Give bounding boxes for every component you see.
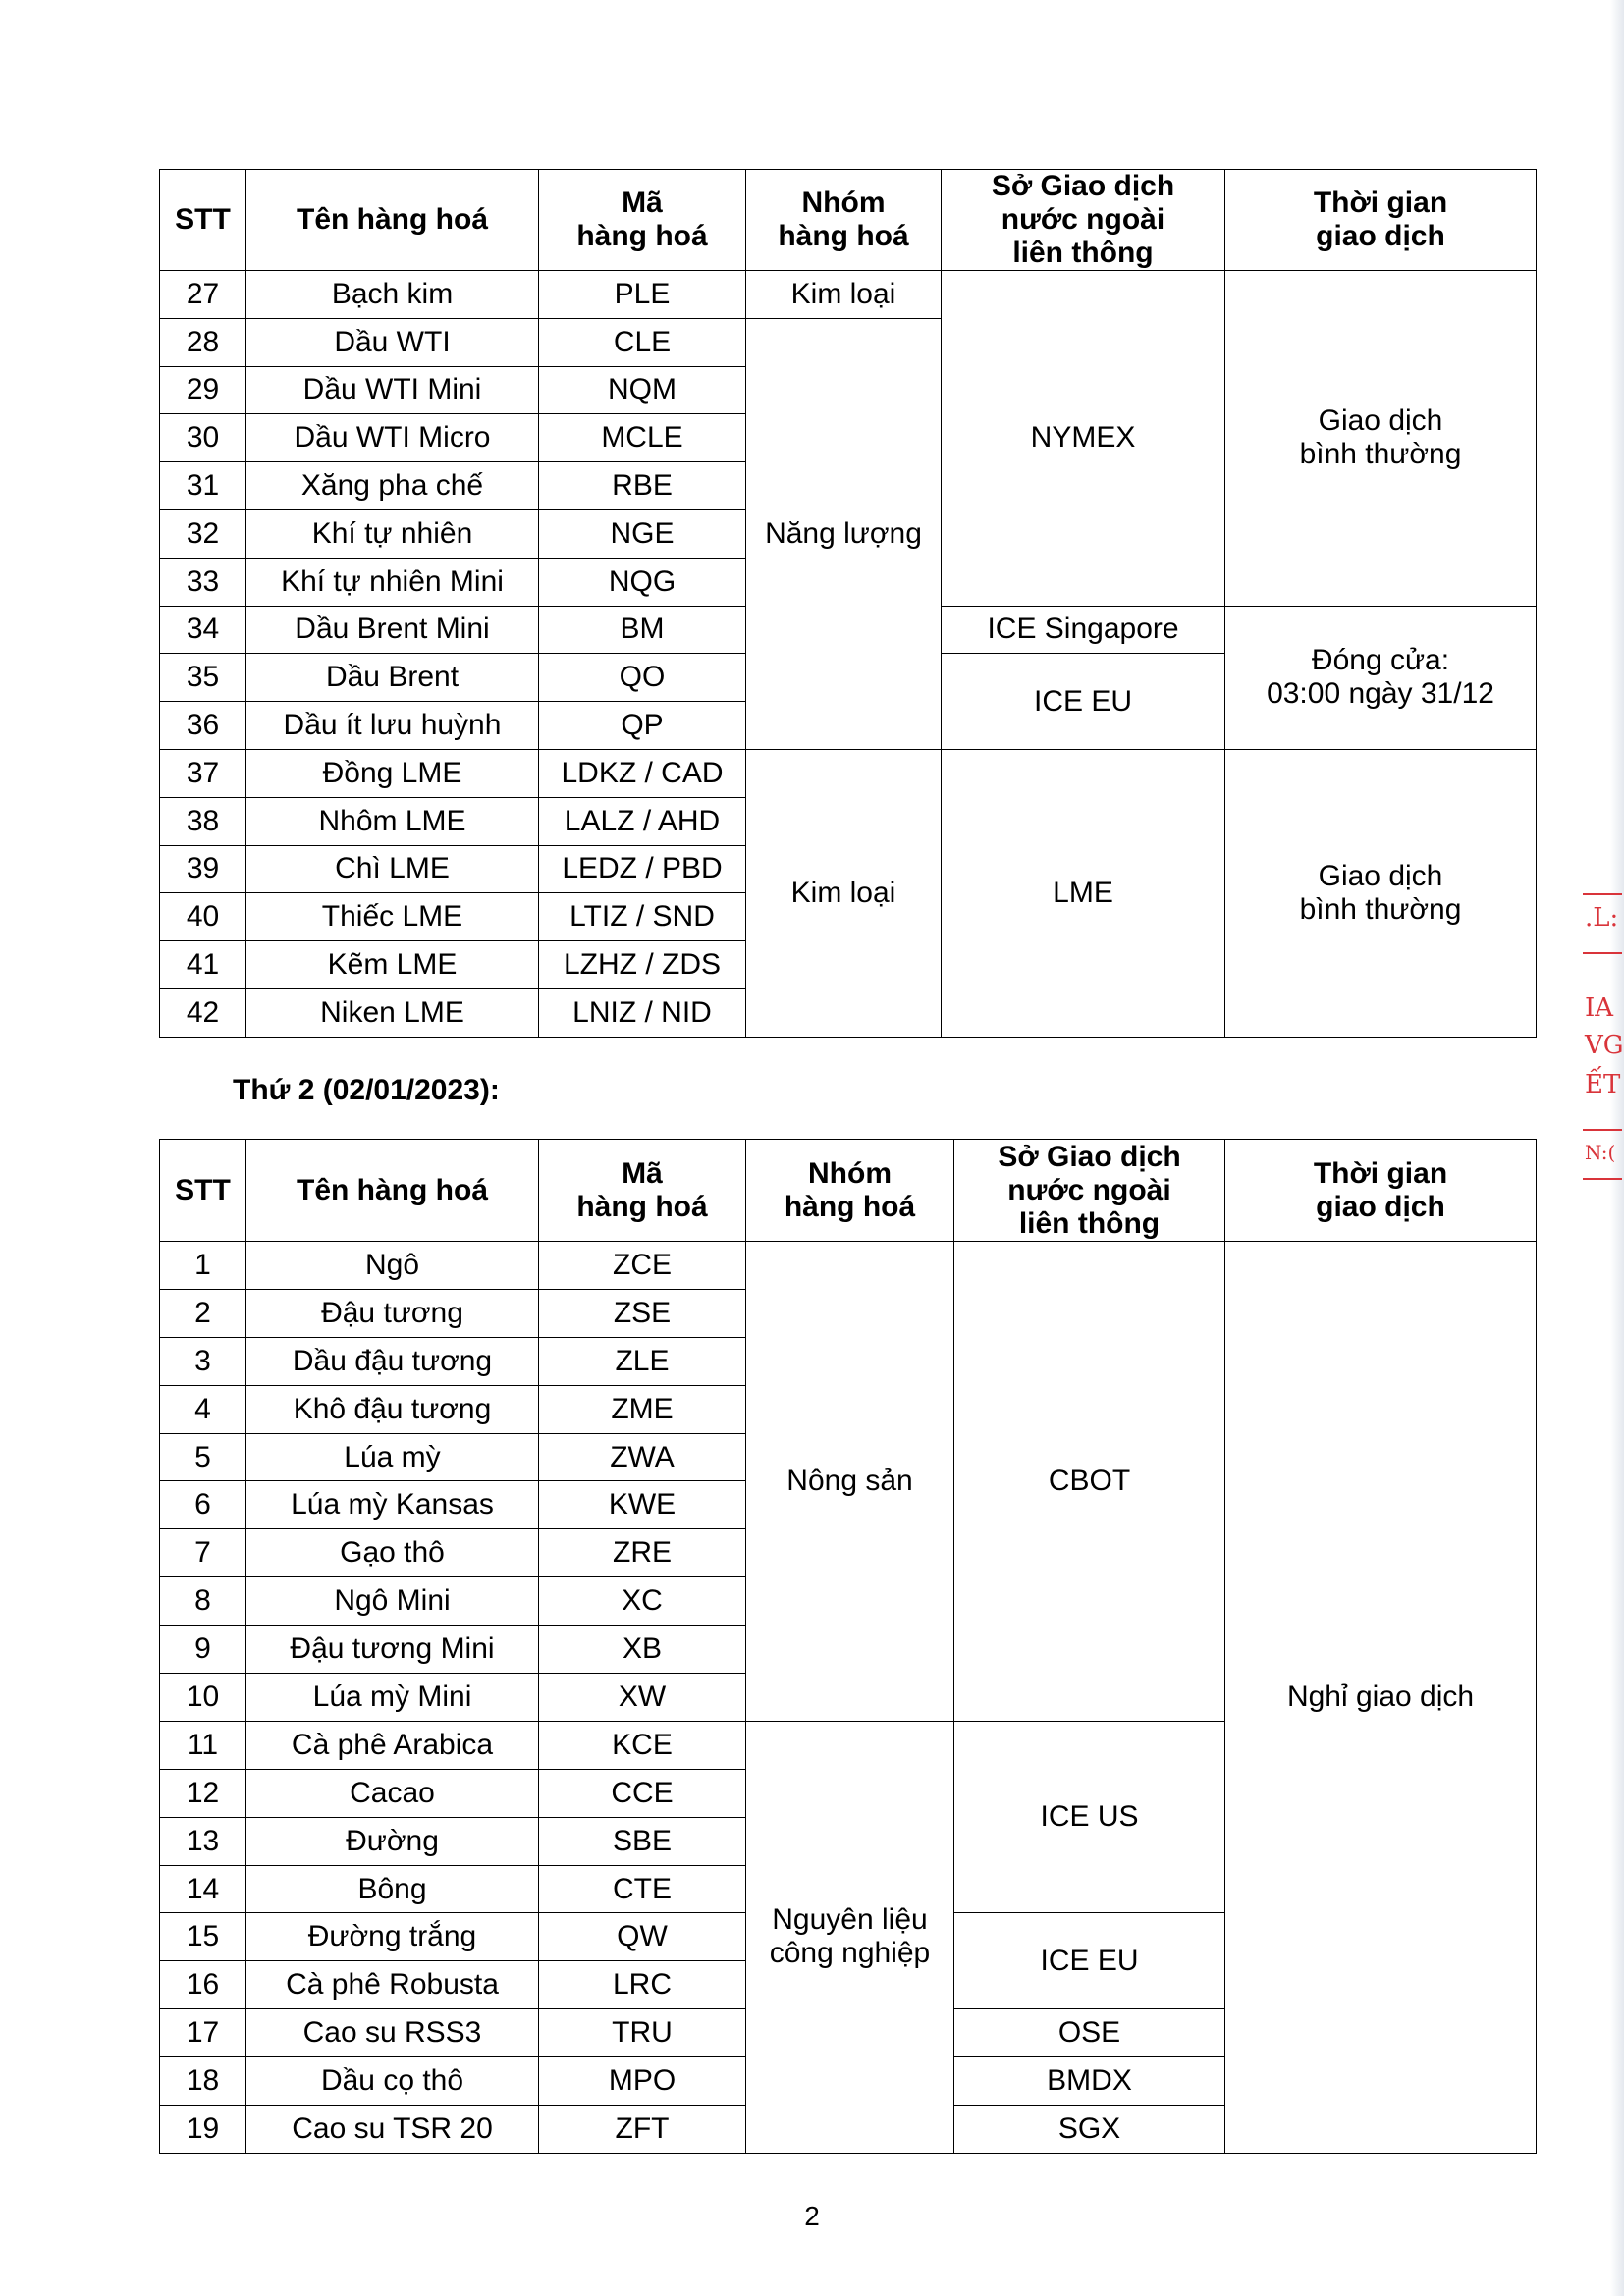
cell-code: SBE — [539, 1817, 746, 1865]
cell-code: XW — [539, 1674, 746, 1722]
cell-group: Kim loại — [746, 749, 942, 1037]
cell-name: Dầu đậu tương — [246, 1337, 539, 1385]
cell-stt: 1 — [160, 1242, 246, 1290]
stamp-text: VG — [1585, 1031, 1624, 1060]
header-exchange-text: Sở Giao dịch nước ngoài liên thông — [991, 170, 1175, 269]
cell-name: Thiếc LME — [246, 893, 539, 941]
table-header-row — [160, 170, 1537, 271]
cell-name: Niken LME — [246, 988, 539, 1037]
cell-name: Dầu Brent — [246, 654, 539, 702]
cell-code: QW — [539, 1913, 746, 1961]
cell-code: XB — [539, 1626, 746, 1674]
cell-name: Đường — [246, 1817, 539, 1865]
page-number: 2 — [804, 2201, 820, 2231]
header-time-text: Thời gian giao dịch — [1313, 1156, 1448, 1223]
cell-time — [1225, 749, 1537, 1037]
cell-name: Cao su TSR 20 — [246, 2106, 539, 2154]
cell-name: Dầu WTI — [246, 318, 539, 366]
header-exchange-text: Sở Giao dịch nước ngoài liên thông — [998, 1140, 1181, 1240]
cell-stt: 8 — [160, 1577, 246, 1626]
cell-stt: 34 — [160, 606, 246, 654]
header-time-text: Thời gian giao dịch — [1313, 187, 1448, 252]
header-time — [1225, 1140, 1537, 1242]
cell-name: Đường trắng — [246, 1913, 539, 1961]
cell-code: QO — [539, 654, 746, 702]
stamp-text: ẾT — [1585, 1070, 1621, 1099]
header-stt: STT — [160, 1140, 246, 1242]
cell-stt: 31 — [160, 462, 246, 510]
cell-stt: 37 — [160, 749, 246, 797]
cell-name: Đậu tương — [246, 1289, 539, 1337]
cell-stt: 16 — [160, 1961, 246, 2009]
cell-stt: 30 — [160, 414, 246, 462]
cell-name: Bạch kim — [246, 271, 539, 319]
cell-time: Nghỉ giao dịch — [1225, 1242, 1537, 2154]
header-code — [539, 1140, 746, 1242]
cell-name: Dầu WTI Micro — [246, 414, 539, 462]
cell-stt: 17 — [160, 2009, 246, 2057]
cell-exchange: ICE EU — [942, 654, 1225, 750]
cell-stt: 36 — [160, 702, 246, 750]
cell-group: Kim loại — [746, 271, 942, 319]
cell-name: Kẽm LME — [246, 941, 539, 989]
cell-stt: 32 — [160, 509, 246, 558]
cell-stt: 2 — [160, 1289, 246, 1337]
cell-stt: 11 — [160, 1721, 246, 1769]
stamp-text: IA — [1585, 993, 1614, 1023]
cell-stt: 14 — [160, 1865, 246, 1913]
cell-stt: 9 — [160, 1626, 246, 1674]
cell-stt: 40 — [160, 893, 246, 941]
cell-exchange: OSE — [954, 2009, 1225, 2057]
cell-name: Dầu WTI Mini — [246, 366, 539, 414]
stamp-line — [1583, 1178, 1622, 1180]
cell-stt: 41 — [160, 941, 246, 989]
cell-code: KWE — [539, 1481, 746, 1529]
red-stamp-fragment — [1581, 883, 1624, 1207]
cell-code: ZSE — [539, 1289, 746, 1337]
cell-code: TRU — [539, 2009, 746, 2057]
cell-code: ZCE — [539, 1242, 746, 1290]
cell-stt: 35 — [160, 654, 246, 702]
header-group — [746, 1140, 954, 1242]
table-row — [160, 1242, 1537, 1290]
cell-code: PLE — [539, 271, 746, 319]
cell-code: NQM — [539, 366, 746, 414]
cell-exchange: SGX — [954, 2106, 1225, 2154]
cell-group: Năng lượng — [746, 318, 942, 749]
cell-group — [746, 1721, 954, 2153]
cell-code: NQG — [539, 558, 746, 606]
cell-name: Dầu Brent Mini — [246, 606, 539, 654]
cell-name: Bông — [246, 1865, 539, 1913]
cell-code: ZRE — [539, 1529, 746, 1577]
cell-code: LZHZ / ZDS — [539, 941, 746, 989]
cell-stt: 10 — [160, 1674, 246, 1722]
cell-exchange: LME — [942, 749, 1225, 1037]
cell-code: LNIZ / NID — [539, 988, 746, 1037]
cell-name: Lúa mỳ Mini — [246, 1674, 539, 1722]
cell-exchange: ICE US — [954, 1721, 1225, 1913]
cell-stt: 19 — [160, 2106, 246, 2154]
table-row — [160, 749, 1537, 797]
cell-time-text: Giao dịch bình thường — [1299, 404, 1462, 471]
cell-stt: 18 — [160, 2057, 246, 2106]
cell-code: NGE — [539, 509, 746, 558]
stamp-text: .L: — [1585, 903, 1619, 933]
stamp-line — [1583, 952, 1622, 954]
cell-group-text: Nguyên liệu công nghiệp — [769, 1903, 931, 1970]
header-time — [1225, 170, 1537, 271]
cell-code: QP — [539, 702, 746, 750]
commodity-table-1 — [159, 169, 1537, 1038]
header-code-text: Mã hàng hoá — [576, 1156, 708, 1223]
cell-code: MCLE — [539, 414, 746, 462]
cell-name: Đồng LME — [246, 749, 539, 797]
cell-stt: 28 — [160, 318, 246, 366]
header-group — [746, 170, 942, 271]
cell-code: CLE — [539, 318, 746, 366]
cell-name: Xăng pha chế — [246, 462, 539, 510]
header-code — [539, 170, 746, 271]
cell-code: LRC — [539, 1961, 746, 2009]
cell-name: Đậu tương Mini — [246, 1626, 539, 1674]
cell-code: CCE — [539, 1769, 746, 1817]
stamp-text: N:( — [1585, 1141, 1616, 1164]
cell-time-text: Đóng cửa: 03:00 ngày 31/12 — [1267, 644, 1494, 711]
cell-name: Dầu cọ thô — [246, 2057, 539, 2106]
cell-time-text: Giao dịch bình thường — [1299, 859, 1462, 926]
table-header-row — [160, 1140, 1537, 1242]
cell-name: Cà phê Arabica — [246, 1721, 539, 1769]
stamp-line — [1583, 893, 1622, 895]
cell-group: Nông sản — [746, 1242, 954, 1722]
cell-exchange: BMDX — [954, 2057, 1225, 2106]
cell-name: Chì LME — [246, 845, 539, 893]
cell-name: Gạo thô — [246, 1529, 539, 1577]
cell-name: Lúa mỳ Kansas — [246, 1481, 539, 1529]
cell-name: Ngô — [246, 1242, 539, 1290]
cell-exchange: ICE EU — [954, 1913, 1225, 2009]
cell-name: Khí tự nhiên Mini — [246, 558, 539, 606]
cell-name: Cao su RSS3 — [246, 2009, 539, 2057]
cell-code: CTE — [539, 1865, 746, 1913]
cell-stt: 39 — [160, 845, 246, 893]
cell-time — [1225, 606, 1537, 749]
cell-code: LDKZ / CAD — [539, 749, 746, 797]
cell-stt: 13 — [160, 1817, 246, 1865]
cell-code: ZME — [539, 1385, 746, 1433]
stamp-line — [1583, 1129, 1622, 1131]
cell-exchange: CBOT — [954, 1242, 1225, 1722]
cell-stt: 29 — [160, 366, 246, 414]
cell-code: KCE — [539, 1721, 746, 1769]
commodity-table-2 — [159, 1139, 1537, 2154]
cell-name: Khô đậu tương — [246, 1385, 539, 1433]
header-name: Tên hàng hoá — [246, 170, 539, 271]
cell-time — [1225, 271, 1537, 607]
header-group-text: Nhóm hàng hoá — [778, 187, 909, 252]
cell-name: Ngô Mini — [246, 1577, 539, 1626]
cell-name: Cacao — [246, 1769, 539, 1817]
cell-name: Khí tự nhiên — [246, 509, 539, 558]
header-stt: STT — [160, 170, 246, 271]
cell-stt: 7 — [160, 1529, 246, 1577]
cell-code: LEDZ / PBD — [539, 845, 746, 893]
cell-stt: 6 — [160, 1481, 246, 1529]
header-exchange — [942, 170, 1225, 271]
cell-code: BM — [539, 606, 746, 654]
cell-name: Lúa mỳ — [246, 1433, 539, 1481]
cell-stt: 33 — [160, 558, 246, 606]
cell-stt: 3 — [160, 1337, 246, 1385]
cell-stt: 15 — [160, 1913, 246, 1961]
cell-code: MPO — [539, 2057, 746, 2106]
cell-code: LALZ / AHD — [539, 797, 746, 845]
cell-stt: 27 — [160, 271, 246, 319]
cell-name: Nhôm LME — [246, 797, 539, 845]
cell-stt: 4 — [160, 1385, 246, 1433]
cell-stt: 38 — [160, 797, 246, 845]
cell-exchange: NYMEX — [942, 271, 1225, 607]
cell-stt: 42 — [160, 988, 246, 1037]
table-row — [160, 271, 1537, 319]
cell-stt: 5 — [160, 1433, 246, 1481]
cell-code: XC — [539, 1577, 746, 1626]
cell-code: ZLE — [539, 1337, 746, 1385]
cell-code: ZWA — [539, 1433, 746, 1481]
cell-code: RBE — [539, 462, 746, 510]
cell-exchange: ICE Singapore — [942, 606, 1225, 654]
cell-name: Cà phê Robusta — [246, 1961, 539, 2009]
section-heading-monday: Thứ 2 (02/01/2023): — [233, 1074, 500, 1106]
cell-name: Dầu ít lưu huỳnh — [246, 702, 539, 750]
header-exchange — [954, 1140, 1225, 1242]
header-name: Tên hàng hoá — [246, 1140, 539, 1242]
header-group-text: Nhóm hàng hoá — [784, 1156, 916, 1223]
cell-code: ZFT — [539, 2106, 746, 2154]
cell-stt: 12 — [160, 1769, 246, 1817]
header-code-text: Mã hàng hoá — [576, 187, 708, 252]
cell-code: LTIZ / SND — [539, 893, 746, 941]
